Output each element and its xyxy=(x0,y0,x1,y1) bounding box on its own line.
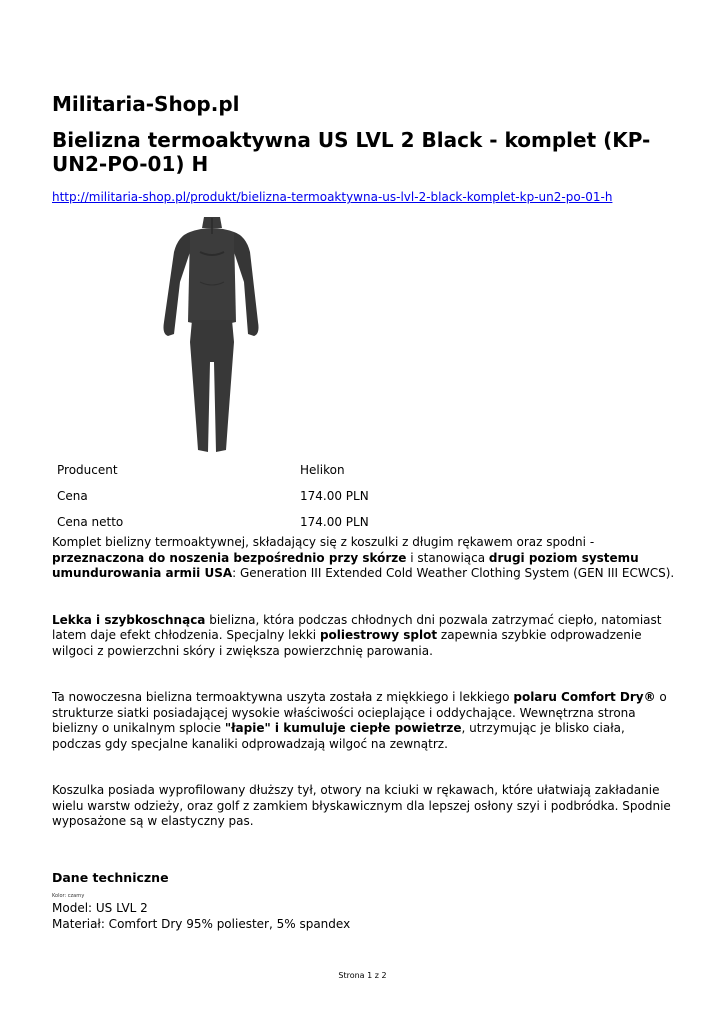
description-paragraph-2 xyxy=(52,613,676,660)
thermal-underwear-image xyxy=(152,212,272,457)
text-span: o strukturze siatki posiadającej wysokie właściwości ocieplające i oddychające. Wewnętrzna strona bielizny o unikalnym splocie xyxy=(52,690,667,735)
product-url-link[interactable]: http://militaria-shop.pl/produkt/bielizna-termoaktywna-us-lvl-2-black-komplet-kp-un2-po-01-h xyxy=(52,190,613,204)
spec-label: Producent xyxy=(57,463,118,477)
spec-value: 174.00 PLN xyxy=(300,515,369,529)
specs-table xyxy=(52,457,369,535)
text-span: bielizna, która podczas chłodnych dni pozwala zatrzymać ciepło, natomiast latem daje efekt chłodzenia. Specjalny lekki xyxy=(52,612,662,642)
spec-row xyxy=(52,509,369,535)
bold-span: polaru Comfort Dry® xyxy=(513,690,656,704)
bold-span: poliestrowy splot xyxy=(319,628,438,642)
tech-details xyxy=(52,900,350,932)
tech-heading: Dane techniczne xyxy=(52,870,169,885)
product-description xyxy=(52,535,676,861)
material-line: Materiał: Comfort Dry 95% poliester, 5% spandex xyxy=(52,917,351,931)
spec-label: Cena netto xyxy=(57,515,124,529)
bold-span: przeznaczona do noszenia bezpośrednio przy skórze xyxy=(52,550,407,565)
bold-span: "łapie" i kumuluje ciepłe powietrze xyxy=(224,721,462,735)
text-span: , utrzymując je blisko ciała, podczas gdy specjalne kanaliki odprowadzają wilgoć na zewnątrz. xyxy=(52,721,625,751)
product-image xyxy=(152,212,272,457)
page-footer: Strona 1 z 2 xyxy=(338,971,387,980)
color-note: Kolor: czarny xyxy=(52,893,85,899)
spec-row xyxy=(52,483,369,509)
text-span: : Generation III Extended Cold Weather Clothing System (GEN III ECWCS). xyxy=(232,566,675,580)
description-paragraph-4: Koszulka posiada wyprofilowany dłuższy tył, otwory na kciuki w rękawach, które ułatwiają zakładanie wielu warstw odzieży, oraz golf z zamkiem błyskawicznym dla lepszej osłony szyi i podbródka. Spodnie wyposażone są w elastyczny pas. xyxy=(52,783,671,828)
text-span: zapewnia szybkie odprowadzenie wilgoci z powierzchni skóry i zwiększa powierzchnię parowania. xyxy=(52,628,642,658)
spec-row xyxy=(52,457,369,483)
bold-span: Lekka i szybkoschnąca xyxy=(52,612,206,627)
model-line: Model: US LVL 2 xyxy=(52,901,148,915)
spec-value: 174.00 PLN xyxy=(300,489,369,503)
shop-name: Militaria-Shop.pl xyxy=(52,92,240,116)
product-title: Bielizna termoaktywna US LVL 2 Black - komplet (KP-UN2-PO-01) H xyxy=(52,128,651,176)
text-span: Ta nowoczesna bielizna termoaktywna uszyta została z miękkiego i lekkiego xyxy=(52,690,514,704)
description-paragraph-3 xyxy=(52,690,676,752)
text-span: i stanowiąca xyxy=(406,550,489,565)
spec-value: Helikon xyxy=(300,463,345,477)
spec-label: Cena xyxy=(57,489,88,503)
text-span: Komplet bielizny termoaktywnej, składający się z koszulki z długim rękawem oraz spodni - xyxy=(52,535,595,549)
description-paragraph-1 xyxy=(52,535,676,582)
bold-span: drugi poziom systemu umundurowania armii USA xyxy=(52,550,639,580)
